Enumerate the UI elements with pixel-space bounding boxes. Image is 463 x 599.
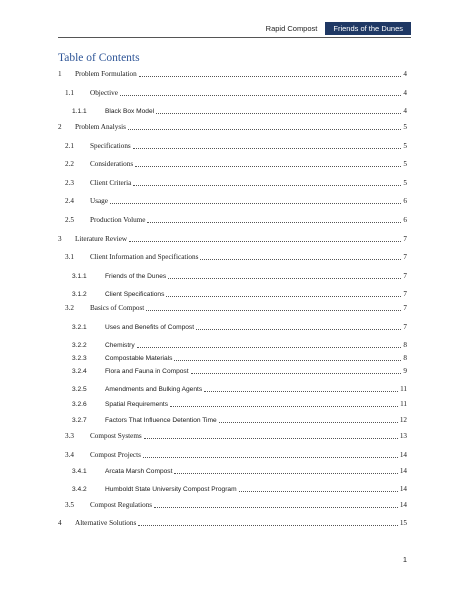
toc-entry-number: 1 — [58, 70, 62, 78]
toc-entry-number: 2.3 — [65, 179, 74, 187]
dot-leader — [174, 473, 397, 474]
toc-entry-page: 7 — [403, 290, 407, 298]
toc-entry-page: 14 — [399, 467, 407, 475]
toc-entry-page: 5 — [403, 160, 407, 168]
toc-entry-number: 3.2.4 — [72, 368, 87, 375]
toc-entry-number: 3.1.2 — [72, 291, 87, 298]
toc-entry-label: Client Information and Specifications — [90, 253, 199, 261]
toc-entry-label: Black Box Model — [105, 108, 155, 115]
dot-leader — [143, 457, 398, 458]
dot-leader — [239, 491, 398, 492]
toc-entry-label: Basics of Compost — [90, 304, 145, 312]
toc-entry-number: 3.1 — [65, 253, 74, 261]
toc-entry-label: Compost Projects — [90, 451, 141, 459]
toc-entry[interactable] — [58, 69, 407, 79]
toc-entry-number: 3.2.7 — [72, 417, 87, 424]
toc-entry-label: Usage — [90, 197, 108, 205]
toc-entry-page: 7 — [403, 253, 407, 261]
toc-entry[interactable] — [58, 518, 407, 528]
dot-leader — [168, 278, 401, 279]
dot-leader — [128, 129, 401, 130]
toc-entry-number: 2.1 — [65, 142, 74, 150]
toc-entry[interactable] — [58, 322, 407, 332]
toc-entry-page: 7 — [403, 323, 407, 331]
toc-entry[interactable] — [58, 415, 407, 425]
toc-entry-number: 3.4.2 — [72, 486, 87, 493]
toc-entry[interactable] — [58, 215, 407, 225]
toc-entry-label: Considerations — [90, 160, 134, 168]
toc-entry-label: Amendments and Bulking Agents — [105, 386, 203, 393]
toc-entry-page: 4 — [403, 89, 407, 97]
toc-entry-number: 2 — [58, 123, 62, 131]
toc-entry-page: 11 — [400, 385, 407, 393]
dot-leader — [170, 406, 398, 407]
toc-entry-page: 15 — [399, 519, 407, 527]
dot-leader — [146, 310, 401, 311]
toc-entry-page: 8 — [403, 341, 407, 349]
toc-entry[interactable] — [58, 289, 407, 299]
document-title: Rapid Compost — [265, 24, 318, 33]
toc-entry[interactable] — [58, 88, 407, 98]
dot-leader — [139, 76, 402, 77]
toc-entry-page: 5 — [403, 179, 407, 187]
toc-entry-number: 4 — [58, 519, 62, 527]
toc-entry-page: 5 — [403, 123, 407, 131]
toc-entry-number: 2.4 — [65, 197, 74, 205]
toc-entry-number: 3.4 — [65, 451, 74, 459]
toc-entry[interactable] — [58, 484, 407, 494]
dot-leader — [147, 222, 401, 223]
toc-entry-page: 14 — [399, 451, 407, 459]
toc-entry[interactable] — [58, 450, 407, 460]
dot-leader — [196, 329, 401, 330]
dot-leader — [135, 166, 401, 167]
toc-entry-page: 4 — [403, 70, 407, 78]
toc-entry-label: Flora and Fauna in Compost — [105, 368, 189, 375]
toc-entry-page: 7 — [403, 235, 407, 243]
dot-leader — [120, 95, 401, 96]
toc-entry-label: Humboldt State University Compost Program — [105, 486, 237, 493]
toc-entry-number: 3.2.3 — [72, 355, 87, 362]
toc-entry[interactable] — [58, 399, 407, 409]
dot-leader — [174, 360, 401, 361]
toc-entry-page: 14 — [399, 485, 407, 493]
toc-entry-page: 7 — [403, 272, 407, 280]
header-divider — [58, 37, 411, 38]
toc-entry-page: 12 — [399, 416, 407, 424]
toc-entry-page: 4 — [403, 107, 407, 115]
toc-entry[interactable] — [58, 234, 407, 244]
toc-entry[interactable] — [58, 106, 407, 116]
toc-entry-label: Alternative Solutions — [75, 519, 137, 527]
toc-entry-number: 3.2.1 — [72, 324, 87, 331]
toc-entry[interactable] — [58, 122, 407, 132]
toc-entry[interactable] — [58, 431, 407, 441]
toc-entry[interactable] — [58, 141, 407, 151]
toc-entry-label: Problem Formulation — [75, 70, 137, 78]
toc-entry-page: 9 — [403, 367, 407, 375]
toc-entry-page: 5 — [403, 142, 407, 150]
toc-entry-label: Friends of the Dunes — [105, 273, 167, 280]
toc-entry[interactable] — [58, 271, 407, 281]
toc-entry-number: 1.1 — [65, 89, 74, 97]
dot-leader — [110, 203, 401, 204]
toc-entry-label: Factors That Influence Detention Time — [105, 417, 217, 424]
toc-entry[interactable] — [58, 159, 407, 169]
toc-entry-number: 3.2 — [65, 304, 74, 312]
toc-entry-label: Arcata Marsh Compost — [105, 468, 173, 475]
toc-entry-label: Compost Regulations — [90, 501, 153, 509]
toc-entry[interactable] — [58, 466, 407, 476]
toc-entry-label: Literature Review — [75, 235, 128, 243]
dot-leader — [191, 373, 402, 374]
toc-entry[interactable] — [58, 340, 407, 350]
toc-entry-page: 6 — [403, 216, 407, 224]
dot-leader — [129, 241, 401, 242]
toc-entry-page: 7 — [403, 304, 407, 312]
toc-entry-number: 2.5 — [65, 216, 74, 224]
toc-entry[interactable] — [58, 303, 407, 313]
dot-leader — [137, 347, 402, 348]
toc-entry-page: 6 — [403, 197, 407, 205]
toc-entry[interactable] — [58, 353, 407, 363]
toc-entry-number: 3.2.5 — [72, 386, 87, 393]
dot-leader — [166, 296, 401, 297]
dot-leader — [200, 259, 401, 260]
dot-leader — [133, 185, 401, 186]
toc-entry-page: 14 — [399, 501, 407, 509]
toc-entry-number: 3.5 — [65, 501, 74, 509]
toc-entry-number: 3.4.1 — [72, 468, 87, 475]
toc-entry[interactable] — [58, 196, 407, 206]
toc-entry-label: Client Specifications — [105, 291, 165, 298]
dot-leader — [144, 438, 398, 439]
toc-entry-page: 13 — [399, 432, 407, 440]
toc-entry-label: Client Criteria — [90, 179, 132, 187]
dot-leader — [138, 525, 398, 526]
toc-heading: Table of Contents — [58, 52, 140, 64]
page-number: 1 — [402, 555, 407, 564]
toc-entry-page: 11 — [400, 400, 407, 408]
toc-entry-label: Compostable Materials — [105, 355, 173, 362]
toc-entry-number: 3.2.2 — [72, 342, 87, 349]
dot-leader — [204, 391, 398, 392]
toc-entry[interactable] — [58, 178, 407, 188]
toc-entry-label: Chemistry — [105, 342, 135, 349]
toc-entry-label: Uses and Benefits of Compost — [105, 324, 195, 331]
toc-entry-label: Production Volume — [90, 216, 146, 224]
page-header — [266, 22, 411, 35]
toc-entry-number: 3.1.1 — [72, 273, 87, 280]
toc-entry-number: 1.1.1 — [72, 108, 87, 115]
toc-entry[interactable] — [58, 384, 407, 394]
toc-entry[interactable] — [58, 500, 407, 510]
organization-label: Friends of the Dunes — [325, 22, 411, 35]
toc-entry[interactable] — [58, 252, 407, 262]
toc-entry[interactable] — [58, 366, 407, 376]
toc-entry-label: Specifications — [90, 142, 131, 150]
toc-entry-number: 3.2.6 — [72, 401, 87, 408]
toc-entry-label: Problem Analysis — [75, 123, 126, 131]
toc-entry-number: 3 — [58, 235, 62, 243]
toc-entry-page: 8 — [403, 354, 407, 362]
toc-entry-number: 2.2 — [65, 160, 74, 168]
toc-entry-label: Compost Systems — [90, 432, 142, 440]
toc-entry-number: 3.3 — [65, 432, 74, 440]
dot-leader — [133, 148, 402, 149]
dot-leader — [154, 507, 398, 508]
dot-leader — [156, 113, 401, 114]
toc-entry-label: Spatial Requirements — [105, 401, 169, 408]
toc-entry-label: Objective — [90, 89, 118, 97]
dot-leader — [219, 422, 398, 423]
